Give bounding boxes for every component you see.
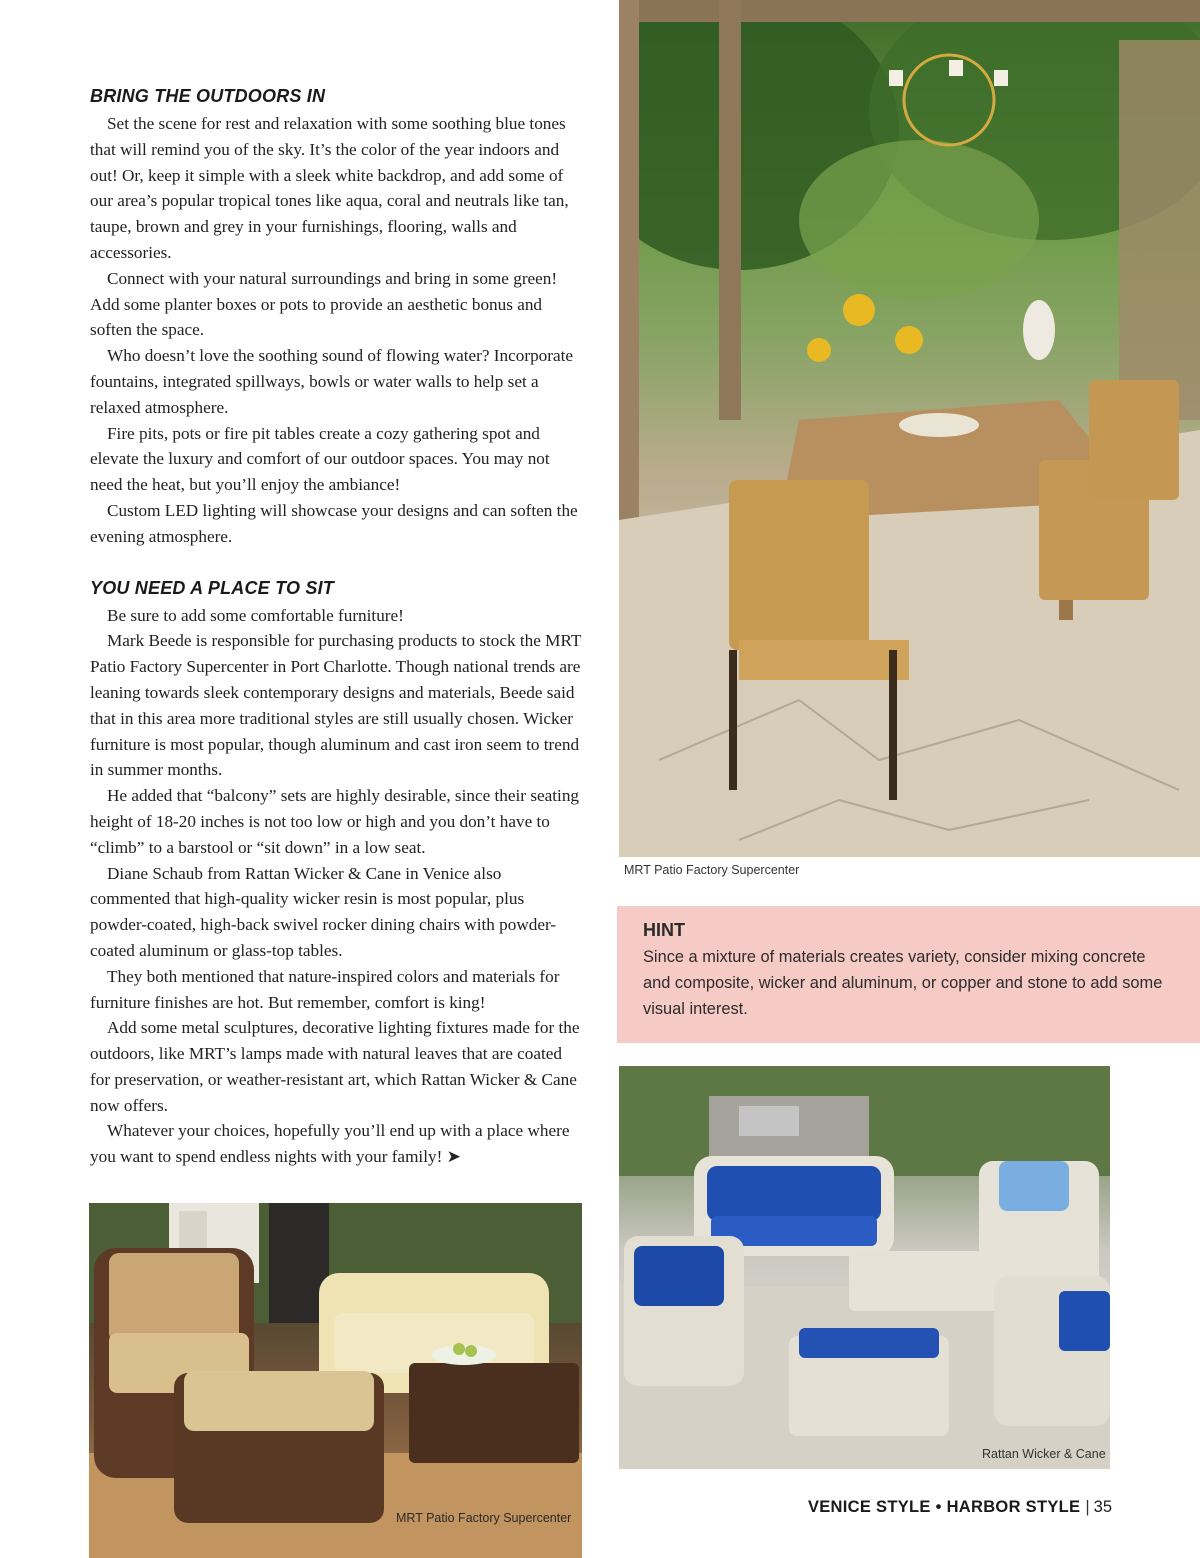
dining-set-photo	[619, 0, 1200, 857]
dining-photo-caption: MRT Patio Factory Supercenter	[624, 863, 800, 877]
wicker-photo-illustration	[619, 1066, 1110, 1469]
article-paragraph: Connect with your natural surroundings and bring in some green! Add some planter boxes or pots to provide an aesthetic bonus and soften the space.	[90, 268, 558, 340]
section-heading-outdoors: BRING THE OUTDOORS IN	[90, 86, 326, 106]
article-paragraph: Mark Beede is responsible for purchasing products to stock the MRT Patio Factory Supercenter in Port Charlotte. Though national trends are leaning towards sleek contemporary designs and materials, Beede said that in this area more traditional styles are still usually chosen. Wicker furniture is most popular, though aluminum and cast iron seem to trend in summer months.	[90, 631, 582, 780]
article-paragraph: Add some metal sculptures, decorative lighting fixtures made for the outdoors, like MRT’s lamps made with natural leaves that are coated for preservation, or weather-resistant art, which Rattan Wicker & Cane now offers.	[90, 1018, 580, 1115]
article-paragraph: Be sure to add some comfortable furniture!	[107, 605, 404, 625]
article-paragraph: Whatever your choices, hopefully you’ll end up with a place where you want to spend endless nights with your family! ➤	[90, 1121, 570, 1167]
article-paragraph: Who doesn’t love the soothing sound of flowing water? Incorporate fountains, integrated spillways, bowls or water walls to help set a relaxed atmosphere.	[90, 346, 574, 417]
section-heading-seating: YOU NEED A PLACE TO SIT	[90, 577, 334, 598]
article-paragraph: They both mentioned that nature-inspired colors and materials for furniture finishes are hot. But remember, comfort is king!	[90, 966, 560, 1012]
article-column	[90, 86, 582, 1170]
article-paragraph: Custom LED lighting will showcase your designs and can soften the evening atmosphere.	[90, 500, 578, 546]
hint-callout	[617, 906, 1200, 1043]
page-number: 35	[1093, 1498, 1112, 1516]
hint-text: Since a mixture of materials creates variety, consider mixing concrete and composite, wicker and aluminum, or copper and stone to add some visual interest.	[643, 948, 1163, 1018]
living-photo-caption: MRT Patio Factory Supercenter	[396, 1511, 572, 1525]
dining-photo-illustration	[619, 0, 1200, 857]
living-photo-illustration	[89, 1203, 582, 1558]
wicker-photo-caption: Rattan Wicker & Cane	[982, 1447, 1106, 1461]
footer-separator: |	[1085, 1498, 1090, 1516]
article-paragraph: Diane Schaub from Rattan Wicker & Cane in Venice also commented that high-quality wicker resin is most popular, plus powder-coated, high-back swivel rocker dining chairs with powder-coated aluminum or glass-top tables.	[90, 863, 557, 960]
article-paragraph: He added that “balcony” sets are highly desirable, since their seating height of 18-20 inches is not too low or high and you don’t have to “climb” to a barstool or “sit down” in a low seat.	[90, 786, 580, 857]
page-footer	[808, 1498, 1112, 1517]
article-paragraph: Fire pits, pots or fire pit tables create a cozy gathering spot and elevate the luxury and comfort of our outdoor spaces. You may not need the heat, but you’ll enjoy the ambiance!	[90, 423, 550, 495]
living-set-photo	[89, 1203, 582, 1558]
article-paragraph: Set the scene for rest and relaxation with some soothing blue tones that will remind you of the sky. It’s the color of the year indoors and out! Or, keep it simple with a sleek white backdrop, and add some of our area’s popular tropical tones like aqua, coral and neutrals like tan, taupe, brown and grey in your furnishings, flooring, walls and accessories.	[90, 114, 569, 262]
hint-title: HINT	[643, 920, 685, 940]
wicker-set-photo	[619, 1066, 1110, 1469]
magazine-brand: VENICE STYLE • HARBOR STYLE	[807, 1498, 1081, 1516]
